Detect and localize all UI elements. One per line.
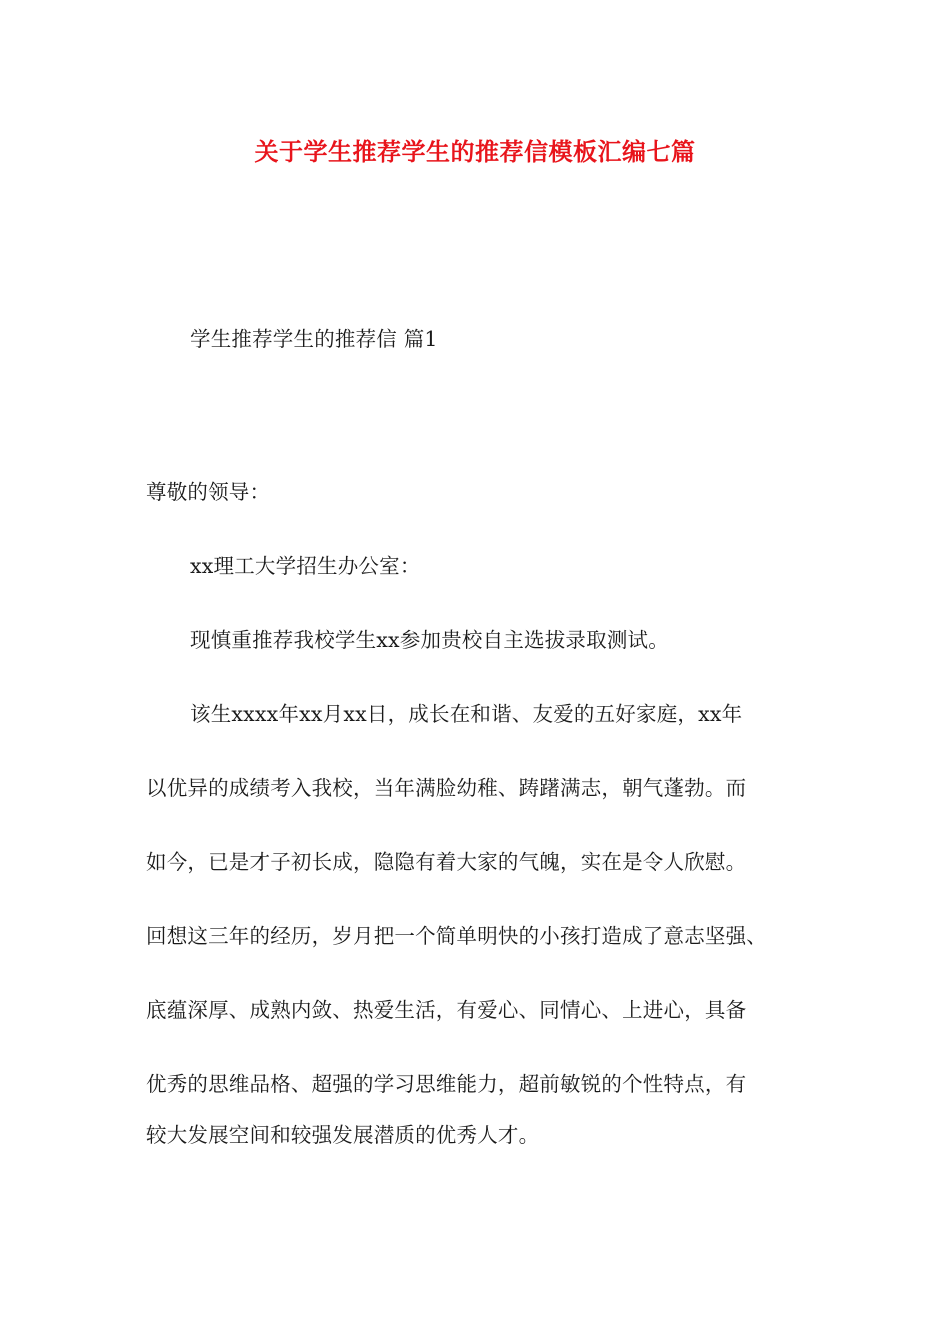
body-line: 如今，已是才子初长成，隐隐有着大家的气魄，实在是令人欣慰。 xyxy=(146,850,747,874)
body-line: 较大发展空间和较强发展潜质的优秀人才。 xyxy=(146,1123,540,1147)
body-line: 回想这三年的经历，岁月把一个简单明快的小孩打造成了意志坚强、 xyxy=(146,924,767,948)
addressee: xx理工大学招生办公室： xyxy=(190,554,421,578)
salutation: 尊敬的领导： xyxy=(146,480,271,504)
body-line: 底蕴深厚、成熟内敛、热爱生活，有爱心、同情心、上进心，具备 xyxy=(146,998,747,1022)
body-line: 现慎重推荐我校学生xx参加贵校自主选拔录取测试。 xyxy=(190,628,669,652)
document-title: 关于学生推荐学生的推荐信模板汇编七篇 xyxy=(254,137,696,166)
body-line: 优秀的思维品格、超强的学习思维能力，超前敏锐的个性特点，有 xyxy=(146,1072,747,1096)
body-line: 该生xxxx年xx月xx日，成长在和谐、友爱的五好家庭，xx年 xyxy=(190,702,743,726)
section-heading: 学生推荐学生的推荐信 篇1 xyxy=(190,327,438,351)
body-line: 以优异的成绩考入我校，当年满脸幼稚、踌躇满志，朝气蓬勃。而 xyxy=(146,776,747,800)
